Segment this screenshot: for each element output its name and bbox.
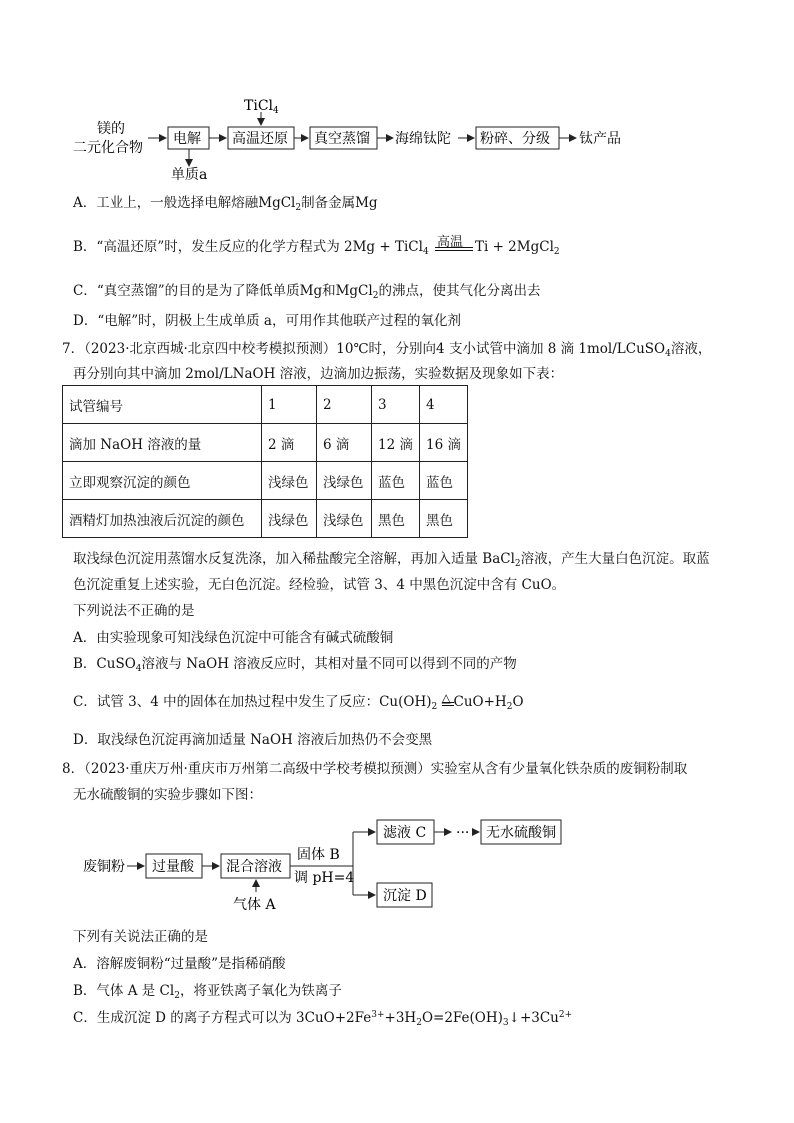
q8-option-b: B．气体 A 是 $Cl_2$，将亚铁离子氧化为铁离子 bbox=[73, 983, 342, 1001]
reagent-label: TiCl$_4$ bbox=[244, 98, 279, 116]
step-label-reduction: 高温还原 bbox=[232, 131, 288, 147]
label-filtrate-c: 滤液 C bbox=[383, 825, 427, 841]
table-row: 试管编号 1 2 3 4 bbox=[63, 386, 468, 424]
output-element-a: 单质a bbox=[171, 167, 208, 183]
q8-stem-line2: 无水硫酸铜的实验步骤如下图： bbox=[73, 787, 262, 803]
q8-option-a: A．溶解废铜粉“过量酸”是指稀硝酸 bbox=[73, 956, 286, 972]
gas-a-label: 气体 A bbox=[233, 897, 276, 913]
heat-symbol: △ bbox=[441, 691, 451, 705]
q7-description-line1: 取浅绿色沉淀用蒸馏水反复洗涤，加入稀盐酸完全溶解，再加入适量 BaCl$_2$溶液，产生大量白色沉淀。取蓝 bbox=[73, 551, 710, 569]
q7-option-a: A．由实验现象可知浅绿色沉淀中可能含有碱式硫酸铜 bbox=[73, 630, 394, 646]
label-mixed-solution: 混合溶液 bbox=[226, 859, 282, 875]
q7-option-c: C．试管 3、4 中的固体在加热过程中发生了反应：$Cu(OH)_2$ △ $CuO+H_2O$ bbox=[73, 691, 524, 712]
q7-description-line2: 色沉淀重复上述实验，无白色沉淀。经检验，试管 3、4 中黑色沉淀中含有 CuO。 bbox=[73, 577, 566, 593]
reaction-condition: 高温 bbox=[435, 250, 473, 251]
experiment-table bbox=[62, 385, 468, 538]
step-label-grinding: 粉碎、分级 bbox=[480, 131, 550, 147]
q8-question: 下列有关说法正确的是 bbox=[73, 929, 208, 945]
label-precipitate-d: 沉淀 D bbox=[383, 888, 427, 904]
table-row: 酒精灯加热浊液后沉淀的颜色 浅绿色 浅绿色 黑色 黑色 bbox=[63, 500, 468, 538]
q7-option-d: D．取浅绿色沉淀再滴加适量 NaOH 溶液后加热仍不会变黑 bbox=[73, 732, 433, 748]
step-label-distillation: 真空蒸馏 bbox=[314, 131, 370, 147]
source-label-1: 镁的 bbox=[97, 121, 125, 137]
ellipsis-label: ··· bbox=[456, 825, 470, 841]
label-excess-acid: 过量酸 bbox=[152, 859, 194, 875]
label-anhydrous-copper-sulfate: 无水硫酸铜 bbox=[486, 825, 556, 841]
q7-question: 下列说法不正确的是 bbox=[73, 603, 195, 619]
step-label-electrolysis: 电解 bbox=[173, 131, 201, 147]
flow-diagram-copper-sulfate bbox=[0, 812, 794, 917]
product-label: 钛产品 bbox=[579, 131, 621, 147]
source-label-2: 二元化合物 bbox=[73, 140, 143, 156]
table-row: 滴加 NaOH 溶液的量 2 滴 6 滴 12 滴 16 滴 bbox=[63, 424, 468, 462]
condition-solid-b: 固体 B bbox=[297, 847, 340, 863]
flow-diagram-titanium bbox=[0, 90, 794, 185]
start-label: 废铜粉 bbox=[83, 859, 125, 875]
q8-option-c: C．生成沉淀 D 的离子方程式可以为 $3CuO+2Fe^{3+}+3H_2O=2Fe(OH)_3↓+3Cu^{2+}$ bbox=[73, 1010, 573, 1028]
q8-stem-line1: 8．（2023·重庆万州·重庆市万州第二高级中学校考模拟预测）实验室从含有少量氧化铁杂质的废铜粉制取 bbox=[62, 761, 688, 777]
q7-option-b: B．CuSO$_4$溶液与 NaOH 溶液反应时，其相对量不同可以得到不同的产物 bbox=[73, 656, 517, 674]
q6-option-c: C．“真空蒸馏”的目的是为了降低单质Mg和MgCl$_2$的沸点，使其气化分离出去 bbox=[73, 283, 541, 301]
condition-ph: 调 pH=4 bbox=[294, 870, 355, 886]
intermediate-label: 海绵钛陀 bbox=[395, 131, 451, 147]
table-row: 立即观察沉淀的颜色 浅绿色 浅绿色 蓝色 蓝色 bbox=[63, 462, 468, 500]
q6-option-d: D．“电解”时，阴极上生成单质 a，可用作其他联产过程的氧化剂 bbox=[73, 313, 461, 329]
q7-stem-line1: 7．（2023·北京西城·北京四中校考模拟预测）10℃时，分别向4 支小试管中滴加 8 滴 1mol/LCuSO$_4$溶液， bbox=[62, 341, 712, 359]
q6-option-b: B．“高温还原”时，发生反应的化学方程式为 2Mg + TiCl$_4$ 高温 Ti + 2MgCl$_2$ bbox=[73, 235, 560, 257]
q6-option-a: A．工业上，一般选择电解熔融MgCl$_2$制备金属Mg bbox=[73, 195, 378, 213]
q7-stem-line2: 再分别向其中滴加 2mol/LNaOH 溶液，边滴加边振荡，实验数据及现象如下表： bbox=[73, 366, 564, 382]
